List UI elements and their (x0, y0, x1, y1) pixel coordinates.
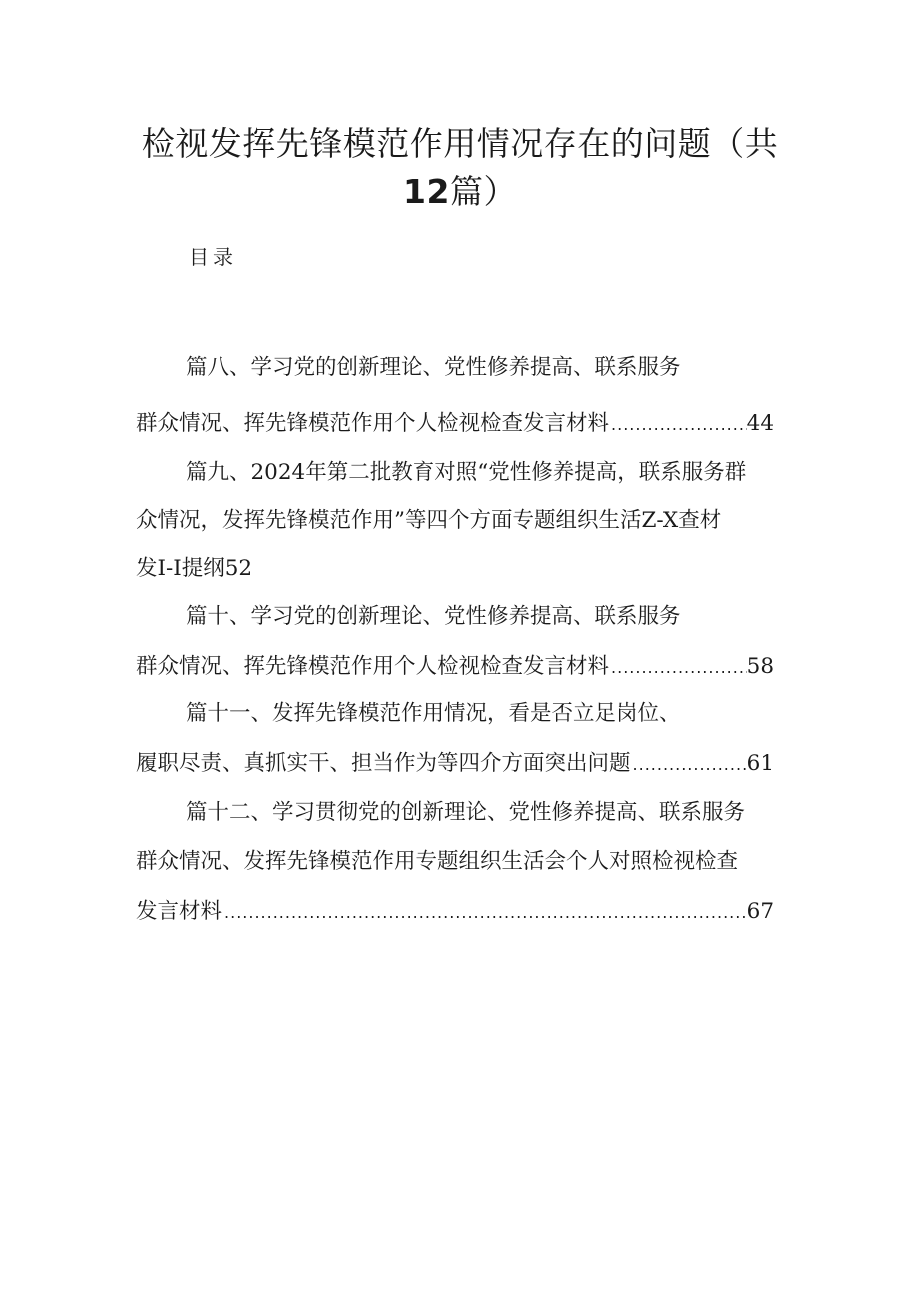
toc-item-12-line-3[interactable] (136, 892, 774, 932)
toc-item-12-page: 67 (746, 899, 774, 924)
title-text: 检视发挥先锋模范作用情况存在的问题（共 (141, 124, 779, 163)
toc-item-10-line-2[interactable] (136, 647, 774, 687)
toc-leader-dots (611, 648, 747, 688)
toc-item-11-line-1[interactable]: 篇十一、发挥先锋模范作用情况，看是否立足岗位、 (186, 701, 681, 726)
toc-item-9-line-1[interactable]: 篇九、2024年第二批教育对照“党性修养提高，联系服务群 (186, 460, 747, 485)
toc-item-10-page: 58 (746, 654, 774, 679)
toc-leader-dots (611, 405, 747, 445)
toc-item-9-line-2[interactable]: 众情况，发挥先锋模范作用”等四个方面专题组织生活Z-X查材 (136, 508, 722, 533)
toc-item-8-text: 群众情况、挥先锋模范作用个人检视检查发言材料 (136, 411, 610, 436)
toc-leader-dots (633, 745, 747, 785)
title-count: 12 (403, 172, 450, 211)
document-title (120, 120, 800, 216)
toc-item-8-page: 44 (746, 411, 774, 436)
toc-item-11-line-2[interactable] (136, 744, 774, 784)
toc-item-11-page: 61 (746, 751, 774, 776)
toc-item-11-text: 履职尽责、真抓实干、担当作为等四介方面突出问题 (136, 751, 631, 776)
toc-item-8-line-1[interactable]: 篇八、学习党的创新理论、党性修养提高、联系服务 (186, 355, 681, 380)
toc-item-10-text: 群众情况、挥先锋模范作用个人检视检查发言材料 (136, 654, 610, 679)
toc-item-9-line-3[interactable]: 发I-I提纲52 (136, 556, 253, 581)
toc-item-12-text: 发言材料 (136, 899, 223, 924)
toc-item-12-line-2[interactable]: 群众情况、发挥先锋模范作用专题组织生活会个人对照检视检查 (136, 849, 739, 874)
toc-item-10-line-1[interactable]: 篇十、学习党的创新理论、党性修养提高、联系服务 (186, 604, 681, 629)
title-end: 篇） (449, 172, 517, 211)
toc-item-8-line-2[interactable] (136, 404, 774, 444)
toc-leader-dots (224, 893, 747, 933)
toc-item-12-line-1[interactable]: 篇十二、学习贯彻党的创新理论、党性修养提高、联系服务 (186, 800, 746, 825)
toc-heading: 目录 (189, 245, 237, 269)
